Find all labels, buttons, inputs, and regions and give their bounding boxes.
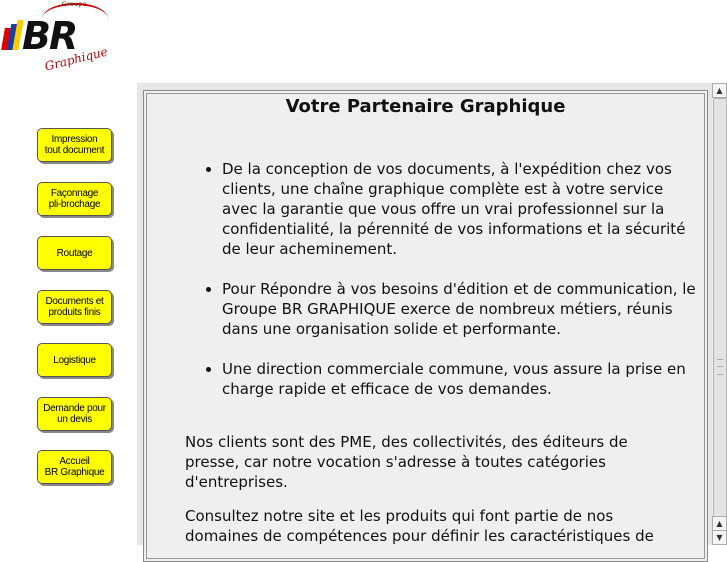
list-item: • Une direction commerciale commune, vous assure la prise en charge rapide et efficace de vos demandes. xyxy=(222,359,702,399)
consult-paragraph: Consultez notre site et les produits qui font partie de nos domaines de compétences pour définir les caractéristiques de xyxy=(185,507,654,545)
br-graphique-logo xyxy=(0,0,113,82)
scroll-up-arrow-icon[interactable]: ▲ xyxy=(712,83,727,98)
logo-groupe-text: Groupe xyxy=(62,1,87,8)
page-title: Votre Partenaire Graphique xyxy=(285,96,566,117)
scroll-up-small-arrow-icon[interactable]: ▲ xyxy=(712,516,727,531)
logo-graphique-text: Graphique xyxy=(43,44,109,74)
scroll-grip-icon xyxy=(717,359,723,375)
vertical-scrollbar[interactable] xyxy=(712,83,727,545)
nav-devis-button[interactable]: Demande pour un devis xyxy=(37,397,112,431)
nav-accueil-button[interactable]: Accueil BR Graphique xyxy=(37,450,112,484)
content-panel xyxy=(143,90,708,562)
clients-paragraph: Nos clients sont des PME, des collectivités, des éditeurs de presse, car notre vocation s'adresse à toutes catégories d'entreprises. xyxy=(185,433,628,491)
nav-logistique-button[interactable]: Logistique xyxy=(37,343,112,377)
nav-faconnage-button[interactable]: Façonnage pli-brochage xyxy=(37,182,112,216)
nav-routage-button[interactable]: Routage xyxy=(37,236,112,270)
feature-list xyxy=(194,159,702,419)
list-item: • De la conception de vos documents, à l'expédition chez vos clients, une chaîne graphique complète est à votre service avec la garantie que vous offre un vrai professionnel sur la confidentialité, la pérennité de vos informations et la sécurité de leur acheminement. xyxy=(222,159,702,259)
nav-impression-button[interactable]: Impression tout document xyxy=(37,128,112,162)
scroll-down-arrow-icon[interactable]: ▼ xyxy=(712,530,727,545)
list-item: • Pour Répondre à vos besoins d'édition et de communication, le Groupe BR GRAPHIQUE exerce de nombreux métiers, réunis dans une organisation solide et performante. xyxy=(222,279,702,339)
scroll-thumb[interactable] xyxy=(713,98,727,520)
logo-br-text: BR xyxy=(22,14,77,58)
nav-documents-button[interactable]: Documents et produits finis xyxy=(37,290,112,324)
